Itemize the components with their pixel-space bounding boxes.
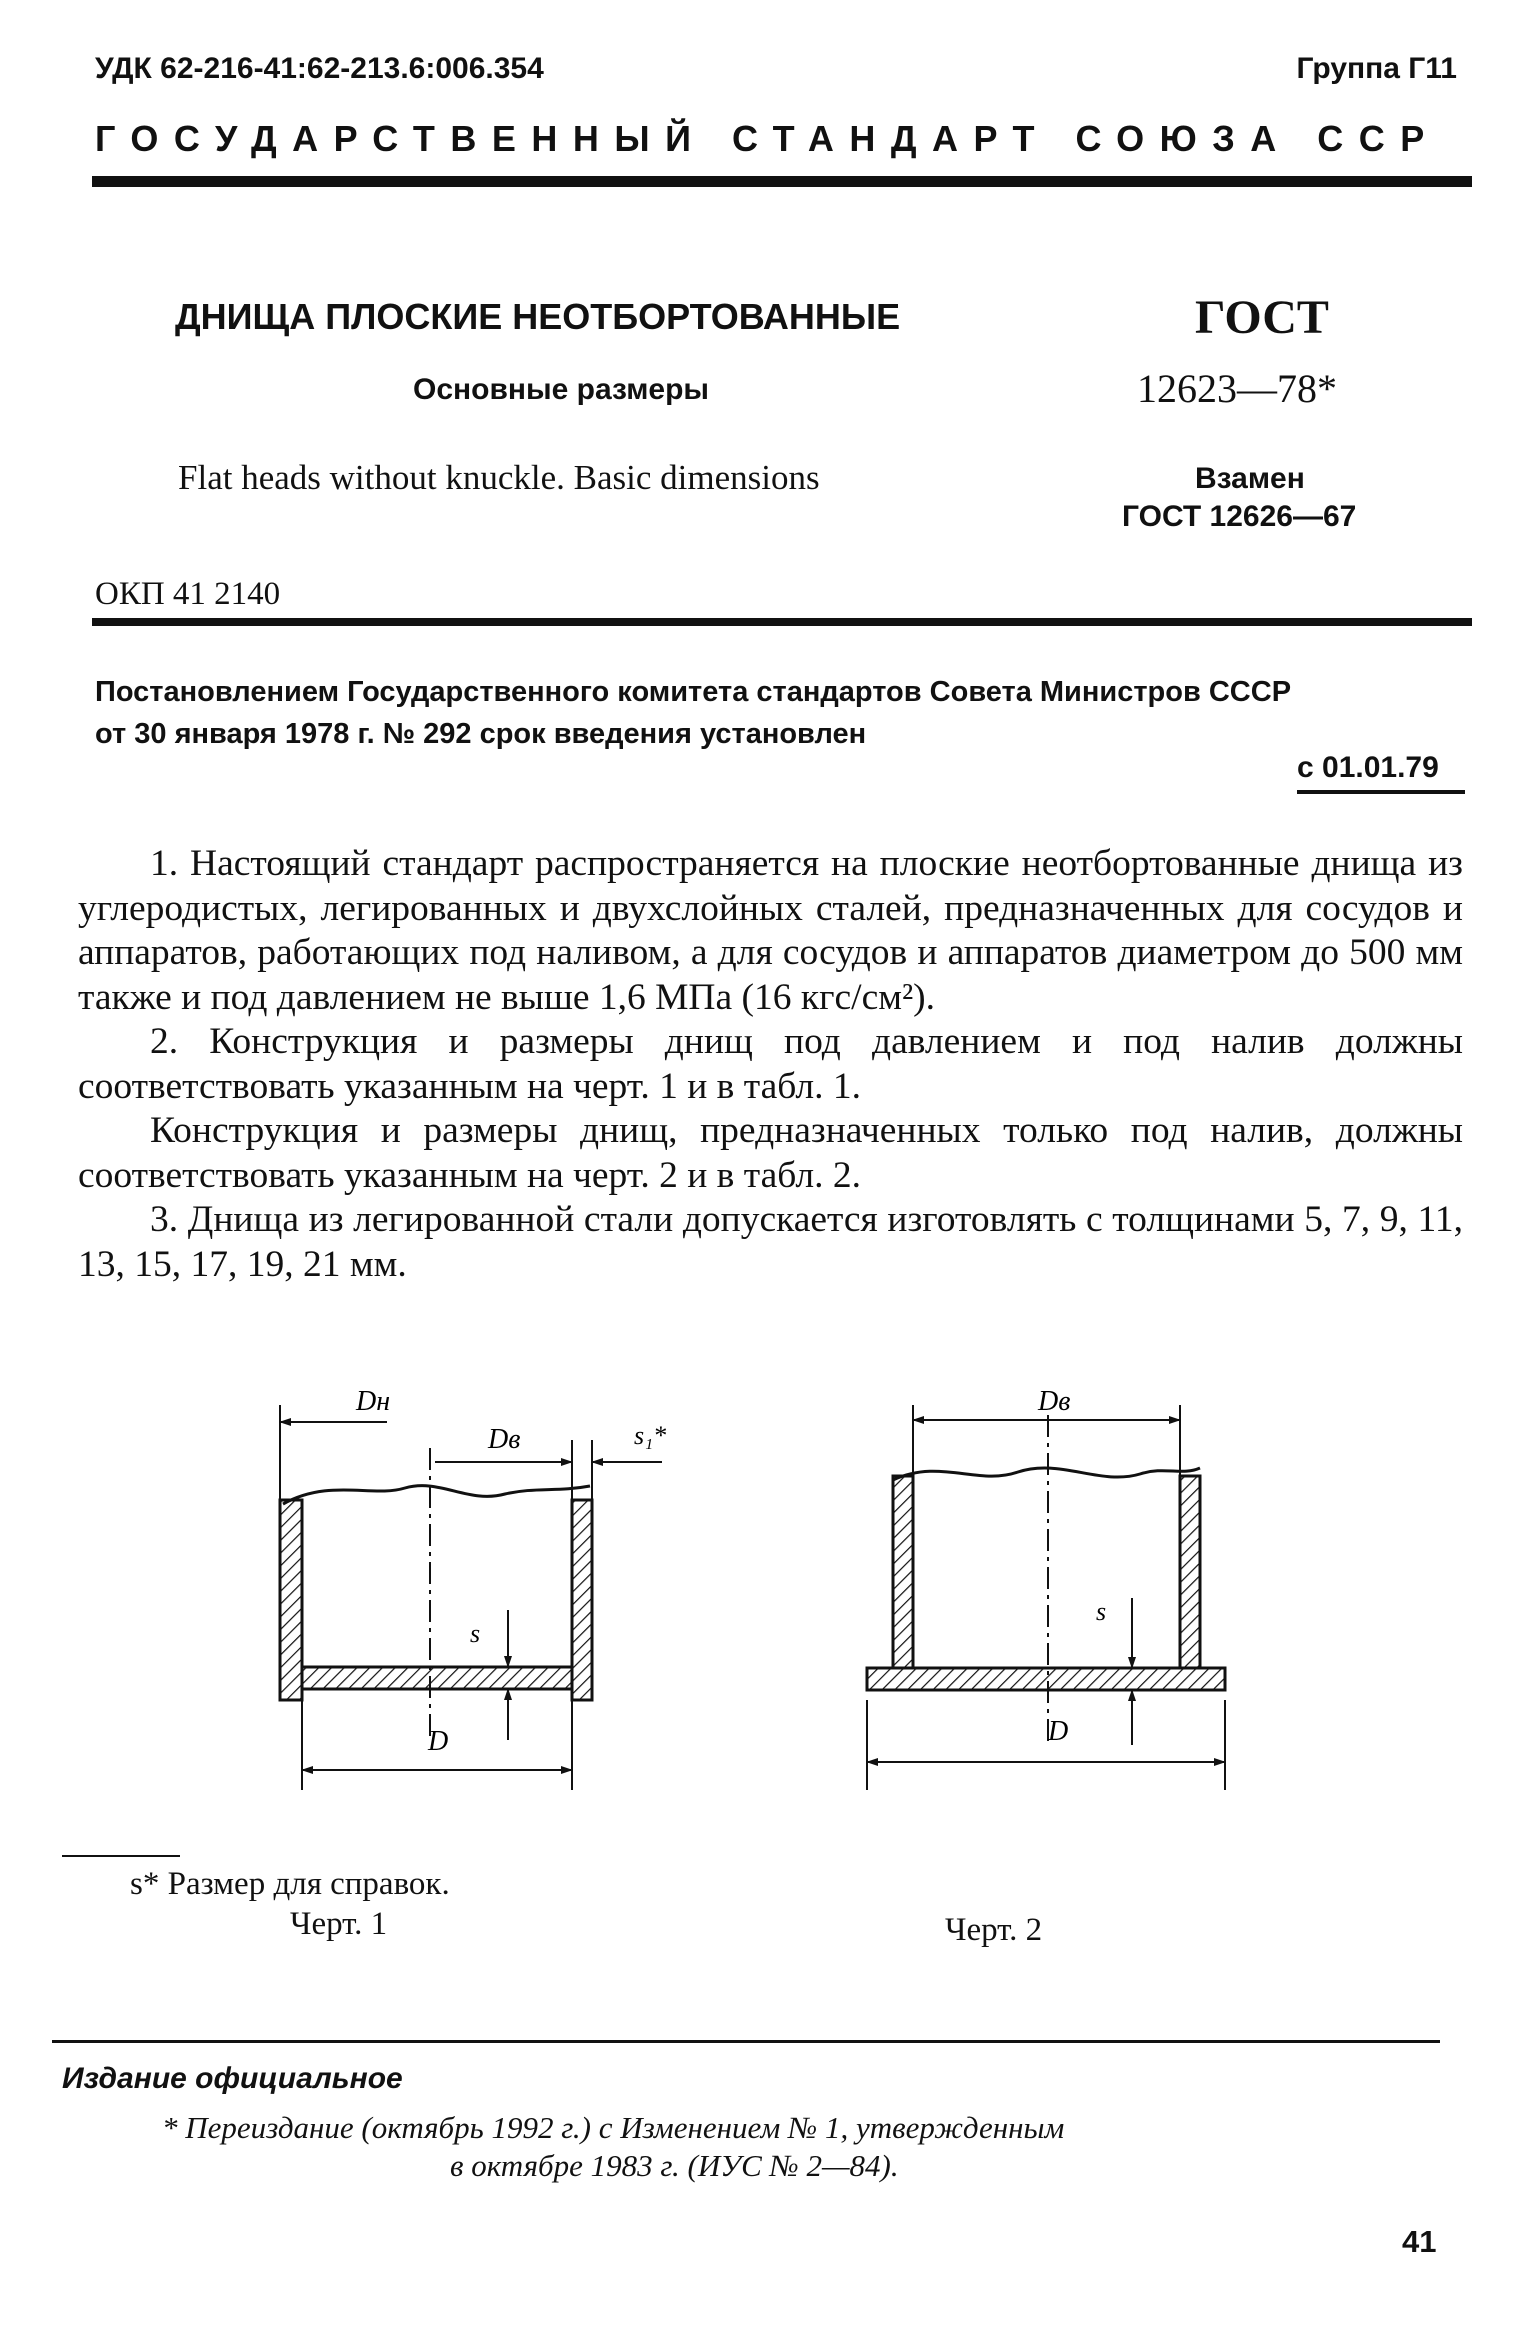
decree-line-2: от 30 января 1978 г. № 292 срок введения установлен (95, 718, 867, 750)
decree-line-1: Постановлением Государственного комитета стандартов Совета Министров СССР (95, 676, 1292, 708)
replaces-label: Взамен (1195, 462, 1305, 495)
title-rule (92, 618, 1472, 626)
official-edition: Издание официальное (62, 2062, 403, 2095)
gost-number: 12623—78* (1137, 366, 1337, 411)
footnote-reference-size: s* Размер для справок. (130, 1866, 450, 1902)
gost-label: ГОСТ (1195, 291, 1329, 344)
drawing-2-caption: Черт. 2 (945, 1912, 1043, 1948)
paragraph-4: 3. Днища из легированной стали допускается изготовлять с толщинами 5, 7, 9, 11, 13, 15, 17, 19, 21 мм. (78, 1199, 1463, 1285)
header-rule (92, 176, 1472, 187)
paragraph-3: Конструкция и размеры днищ, предназначенных только под налив, должны соответствовать указанным на черт. 2 и в табл. 2. (78, 1110, 1463, 1196)
footer-rule (52, 2040, 1440, 2043)
reprint-note-line-2: в октябре 1983 г. (ИУС № 2—84). (450, 2148, 899, 2183)
decree-date-underline (1297, 790, 1465, 794)
dimension-d-label: D (428, 1726, 449, 1757)
dimension-dv-label: Dв (488, 1424, 521, 1455)
drawing-2 (867, 1386, 1225, 1790)
group-code: Группа Г11 (1296, 52, 1457, 85)
udk-code: УДК 62-216-41:62-213.6:006.354 (95, 52, 544, 85)
dimension-dn-label: Dн (356, 1386, 391, 1417)
page-number: 41 (1402, 2224, 1437, 2259)
decree-date: с 01.01.79 (1297, 751, 1439, 784)
dimension-s1-label: s₁* (634, 1421, 667, 1450)
dimension-s-label-2: s (1096, 1597, 1107, 1626)
paragraph-2: 2. Конструкция и размеры днищ под давлением и под налив должны соответствовать указанным на черт. 1 и в табл. 1. (78, 1021, 1463, 1107)
replaces-standard: ГОСТ 12626—67 (1122, 500, 1357, 533)
standard-title: ГОСУДАРСТВЕННЫЙ СТАНДАРТ СОЮЗА ССР (95, 118, 1440, 159)
drawings (0, 1380, 1527, 1860)
footnote-rule (62, 1855, 180, 1857)
english-title: Flat heads without knuckle. Basic dimensions (178, 458, 820, 497)
dimension-dv-label-2: Dв (1038, 1386, 1071, 1417)
document-title: ДНИЩА ПЛОСКИЕ НЕОТБОРТОВАННЫЕ (175, 296, 901, 337)
body-text (78, 842, 1463, 1287)
reprint-note-line-1: * Переиздание (октябрь 1992 г.) с Изменением № 1, утвержденным (162, 2110, 1065, 2145)
dimension-s-label: s (470, 1619, 481, 1648)
drawing-1 (280, 1386, 666, 1790)
paragraph-1: 1. Настоящий стандарт распространяется на плоские неотбортованные днища из углеродистых, легированных и двухслойных сталей, предназначенных для сосудов и аппаратов, работающих под наливом, а для сосудов и аппаратов диаметром до 500 мм также и под давлением не выше 1,6 МПа (16 кгс/см²). (78, 843, 1463, 1018)
okp-code: ОКП 41 2140 (95, 576, 281, 612)
dimension-d-label-2: D (1048, 1716, 1069, 1747)
drawing-1-caption: Черт. 1 (290, 1906, 388, 1942)
document-subtitle: Основные размеры (413, 373, 710, 406)
